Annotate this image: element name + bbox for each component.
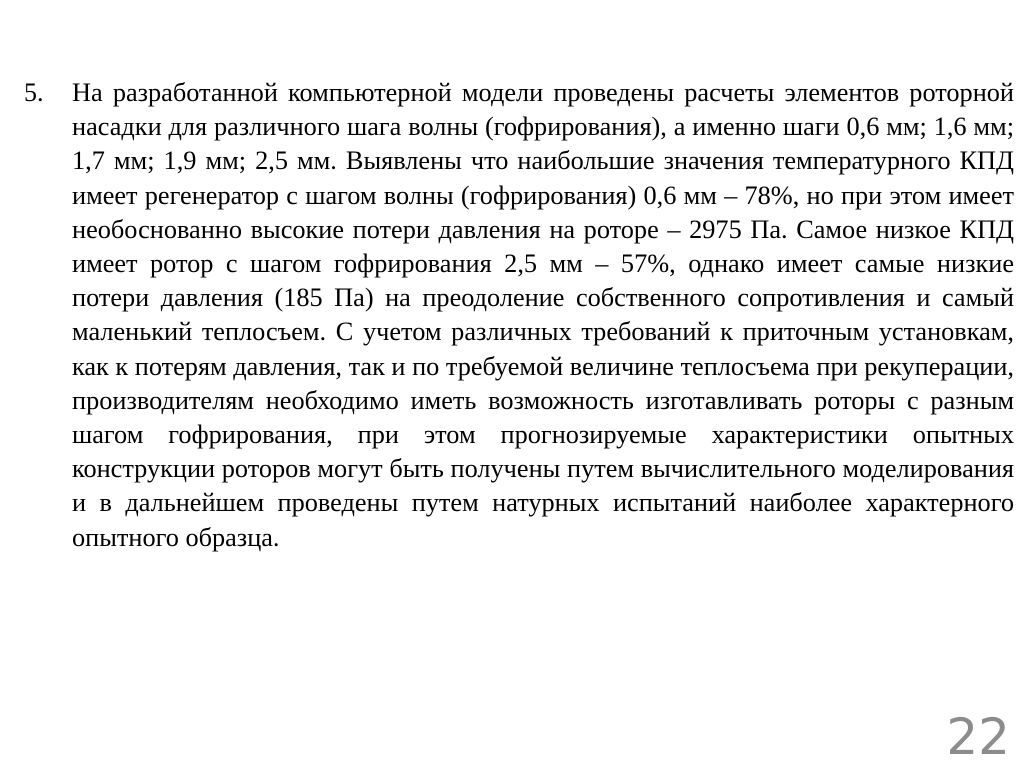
item-number: 5. — [24, 78, 44, 107]
paragraph-text: На разработанной компьютерной модели проведены расчеты элементов роторной насадки для различного шага волны (гофрирования), а именно шаги 0,6 мм; 1,6 мм; 1,7 мм; 1,9 мм; 2,5 мм. Выявлены что наибольшие значения температурного КПД имеет регенератор с шагом волны (гофрирования) 0,6 мм – 78%, но при этом имеет необоснованно высокие потери давления на роторе – 2975 Па. Самое низкое КПД имеет ротор с шагом гофрирования 2,5 мм – 57%, однако имеет самые низкие потери давления (185 Па) на преодоление собственного сопротивления и самый маленький теплосъем. С учетом различных требований к приточным установкам, как к потерям давления, так и по требуемой величине теплосъема при рекуперации, производителям необходимо иметь возможность изготавливать роторы с разным шагом гофрирования, при этом прогнозируемые характеристики опытных конструкции роторов могут быть получены путем вычислительного моделирования и в дальнейшем проведены путем натурных испытаний наиболее характерного опытного образца. — [72, 78, 1014, 552]
numbered-paragraph — [24, 76, 1014, 555]
slide-number: 22 — [946, 708, 1010, 766]
